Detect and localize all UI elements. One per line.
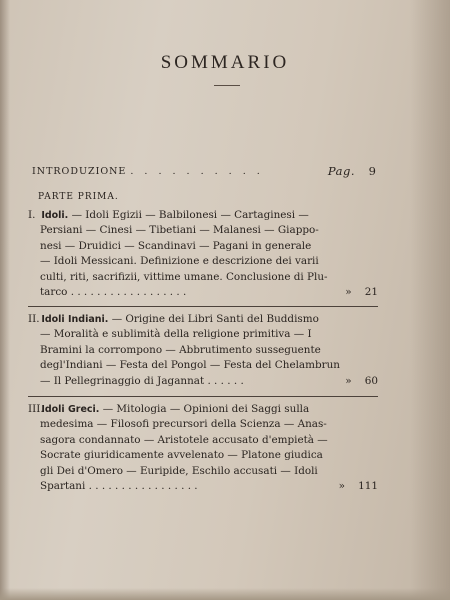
introduction-row — [32, 166, 377, 177]
entry-last-line — [28, 285, 378, 300]
page-bottom-edge — [0, 588, 450, 600]
title-rule — [214, 85, 240, 86]
entry-line: — Idoli Messicani. Definizione e descrizione dei varii — [40, 255, 319, 268]
page-title: SOMMARIO — [160, 52, 290, 73]
ditto-marker: » — [345, 286, 352, 299]
page-number: 9 — [368, 164, 377, 178]
entry-last-line — [28, 374, 378, 389]
page-abbrev: Pag. — [327, 164, 355, 178]
entry-page-ref — [345, 374, 378, 389]
entry-line: nesi — Druidici — Scandinavi — Pagani in generale — [40, 239, 312, 252]
ditto-marker: » — [345, 374, 352, 387]
introduction-label: INTRODUZIONE — [32, 166, 127, 177]
leader-dots: . . . . . . . . . . — [130, 166, 264, 177]
entry-heading: Idoli Indiani. — [41, 314, 109, 325]
entry-number: I. — [28, 209, 36, 221]
entry-line: degl'Indiani — Festa del Pongol — Festa del Chelambrun — [40, 359, 340, 372]
entry-text: — Origine dei Libri Santi del Buddismo — [108, 313, 319, 325]
entry-number: II. — [28, 313, 40, 325]
entry-line — [28, 312, 378, 327]
entry-line: gli Dei d'Omero — Euripide, Eschilo accusati — Idoli — [40, 464, 318, 477]
entry-number: III. — [28, 403, 44, 415]
entry-text: — Il Pellegrinaggio di Jagannat . . . . . . — [40, 374, 244, 387]
entry-heading: Idoli Greci. — [41, 404, 100, 415]
entry-line: medesima — Filosofi precursori della Scienza — Anas- — [40, 418, 327, 431]
entry-line: sagora condannato — Aristotele accusato d'empietà — — [40, 433, 328, 446]
part-label: PARTE PRIMA. — [38, 192, 119, 202]
binding-shadow — [0, 0, 10, 600]
entry-line — [28, 402, 378, 417]
entry-line: Persiani — Cinesi — Tibetiani — Malanesi — Giappo- — [40, 224, 319, 237]
toc-entry — [28, 208, 378, 300]
toc-entry — [28, 402, 378, 494]
page-edge-shadow — [410, 0, 450, 600]
entry-line: Socrate giuridicamente avvelenato — Platone giudica — [40, 449, 323, 462]
entry-page-number: 21 — [364, 286, 378, 299]
entry-page-number: 60 — [364, 374, 378, 387]
entry-line: Bramini la corrompono — Abbrutimento susseguente — [40, 343, 321, 356]
entry-heading: Idoli. — [41, 210, 69, 221]
section-divider — [28, 306, 378, 307]
entry-text: — Mitologia — Opinioni dei Saggi sulla — [99, 403, 310, 415]
entry-text: — Idoli Egizii — Balbilonesi — Cartaginesi — — [68, 209, 309, 221]
ditto-marker: » — [338, 480, 345, 493]
section-divider — [28, 396, 378, 397]
toc-entry — [28, 312, 378, 389]
entry-page-ref — [339, 479, 378, 494]
entry-line — [28, 208, 378, 223]
entry-text: Spartani . . . . . . . . . . . . . . . . . — [40, 480, 198, 493]
entry-page-ref — [345, 285, 378, 300]
entry-last-line — [28, 479, 378, 494]
entry-line: culti, riti, sacrifizii, vittime umane. Conclusione di Plu- — [40, 270, 328, 283]
entry-text: tarco . . . . . . . . . . . . . . . . . . — [40, 286, 187, 299]
entry-page-number: 111 — [358, 480, 378, 493]
entry-line: — Moralità e sublimità della religione primitiva — I — [40, 328, 312, 341]
